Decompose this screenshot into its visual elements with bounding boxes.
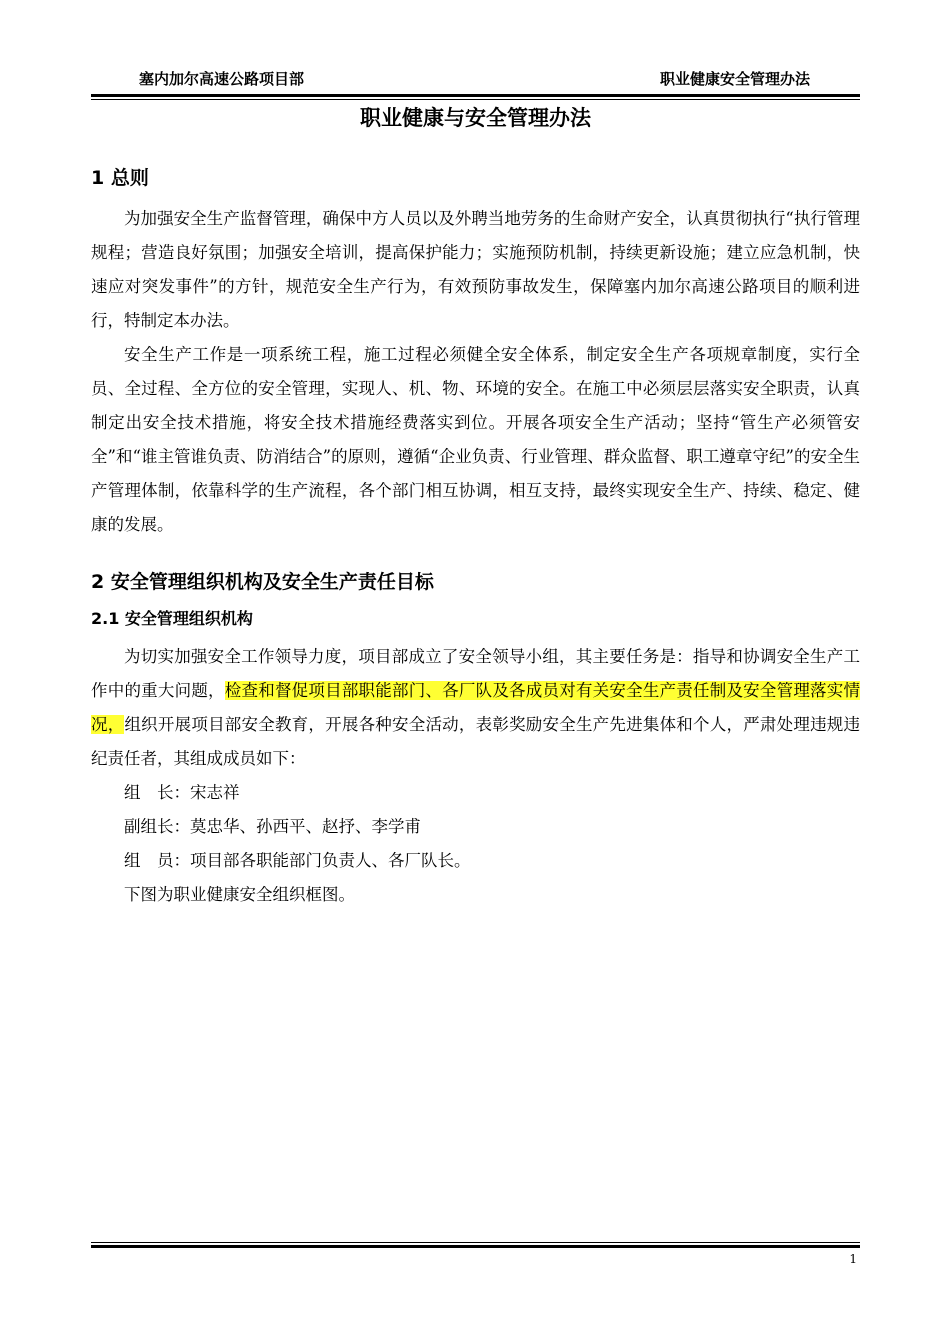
page-number: 1 bbox=[849, 1252, 857, 1266]
section-1-paragraph-1: 为加强安全生产监督管理，确保中方人员以及外聘当地劳务的生命财产安全，认真贯彻执行“执行管理规程；营造良好氛围；加强安全培训，提高保护能力；实施预防机制，持续更新设施；建立应急机制，快速应对突发事件”的方针，规范安全生产行为，有效预防事故发生，保障塞内加尔高速公路项目的顺利进行，特制定本办法。 bbox=[91, 209, 860, 330]
header-project-name: 塞内加尔高速公路项目部 bbox=[139, 70, 305, 88]
section-2-heading: 2 安全管理组织机构及安全生产责任目标 bbox=[91, 571, 434, 593]
document-body bbox=[91, 98, 860, 912]
org-chart-note: 下图为职业健康安全组织框图。 bbox=[124, 885, 355, 904]
paragraph-text-before-highlight: 为切实加强安全工作领导力度，项目部成立了安全领导小组，其主要任务是：指导和协调安全生产工作中的重大问题， bbox=[91, 647, 860, 700]
section-1-heading: 1 总则 bbox=[91, 167, 149, 189]
highlighted-text: 检查和督促项目部职能部门、各厂队及各成员对有关安全生产责任制及安全管理落实情况， bbox=[91, 681, 861, 734]
section-1-paragraph-2: 安全生产工作是一项系统工程，施工过程必须健全安全体系，制定安全生产各项规章制度，实行全员、全过程、全方位的安全管理，实现人、机、物、环境的安全。在施工中必须层层落实安全职责，认真制定出安全技术措施，将安全技术措施经费落实到位。开展各项安全生产活动；坚持“管生产必须管安全”和“谁主管谁负责、防消结合”的原则，遵循“企业负责、行业管理、群众监督、职工遵章守纪”的安全生产管理体制，依靠科学的生产流程，各个部门相互协调，相互支持，最终实现安全生产、持续、稳定、健康的发展。 bbox=[91, 345, 860, 534]
page-header bbox=[91, 66, 860, 92]
deputy-leader-line: 副组长：莫忠华、孙西平、赵抒、李学甫 bbox=[124, 817, 421, 836]
group-members-line: 组 员：项目部各职能部门负责人、各厂队长。 bbox=[124, 851, 471, 870]
footer-rule-thick bbox=[91, 1245, 860, 1248]
section-2-1-heading: 2.1 安全管理组织机构 bbox=[91, 609, 253, 628]
header-document-name: 职业健康安全管理办法 bbox=[659, 70, 810, 88]
paragraph-text-after-highlight: 组织开展项目部安全教育，开展各种安全活动，表彰奖励安全生产先进集体和个人，严肃处理违规违纪责任者，其组成成员如下： bbox=[91, 715, 861, 768]
group-leader-line: 组 长：宋志祥 bbox=[124, 783, 240, 802]
header-rule-thick bbox=[91, 94, 860, 97]
document-title: 职业健康与安全管理办法 bbox=[360, 106, 591, 130]
section-2-1-paragraph bbox=[91, 640, 860, 776]
footer-rule-thin bbox=[91, 1242, 860, 1243]
